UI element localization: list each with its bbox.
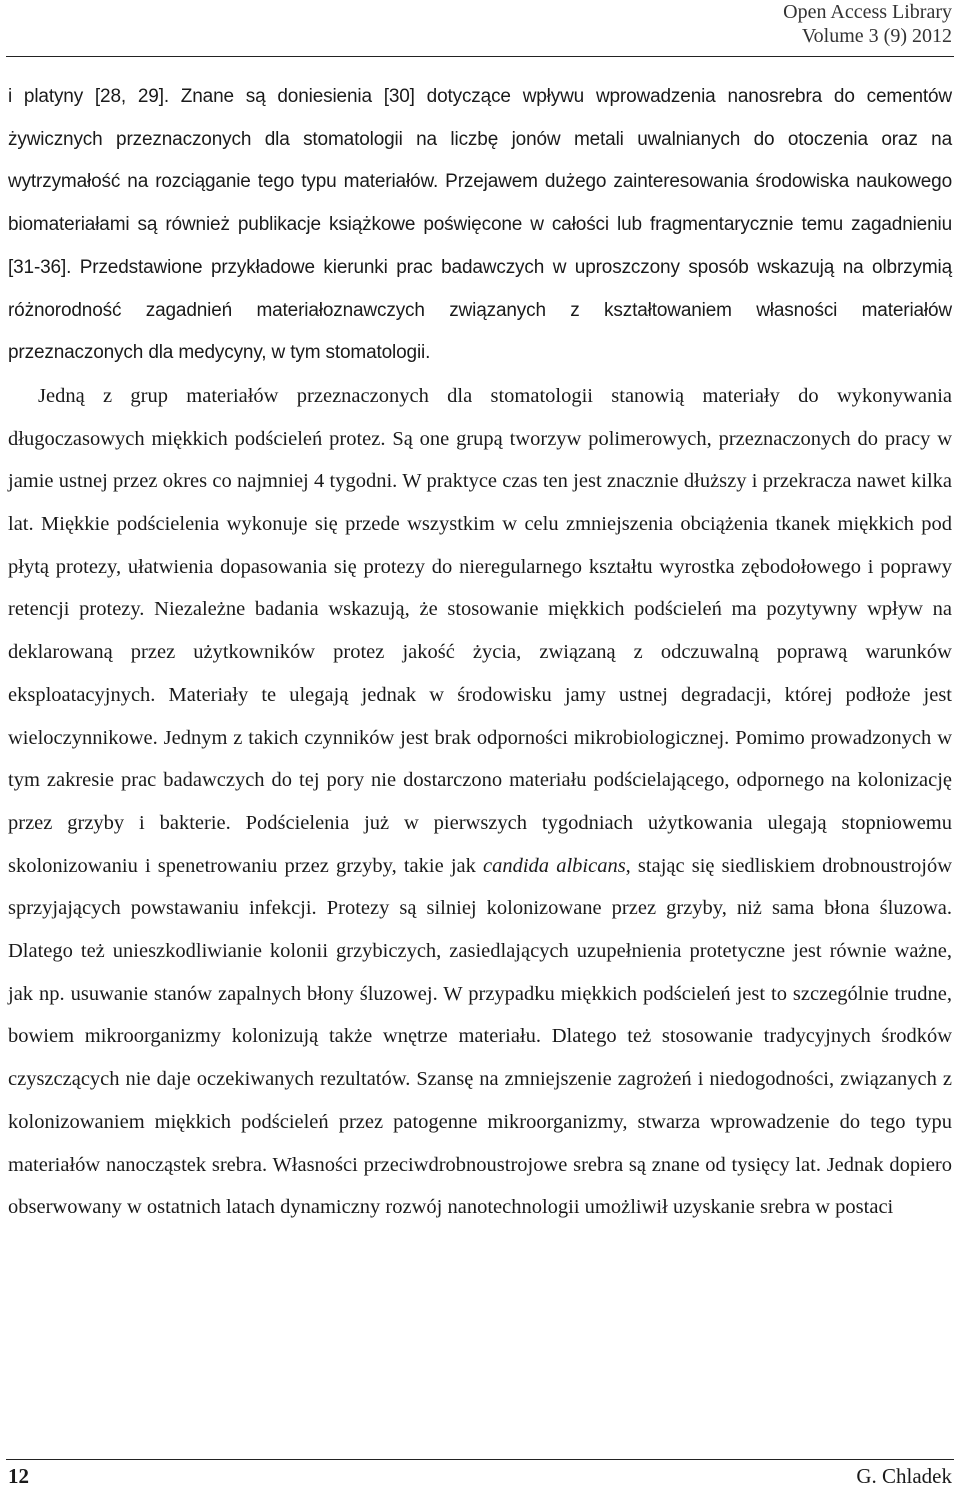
journal-volume: Volume 3 (9) 2012 [801,25,952,47]
paragraph-1 [8,76,952,375]
footer-divider [6,1459,954,1460]
paragraph-2 [8,375,952,1229]
header-divider [6,56,954,57]
article-body [8,76,952,1229]
page-number: 12 [8,1464,29,1488]
paragraph-2-text-start: Jedną z grup materiałów przeznaczonych dla stomatologii stanowią materiały do wykonywania długoczasowych miękkich podścieleń protez. Są one grupą tworzyw polimerowych, przeznaczonych do pracy w jamie ustnej przez okres co najmniej 4 tygodni. W praktyce czas ten jest znacznie dłuższy i przekracza nawet kilka lat. Miękkie podścielenia wykonuje się przede wszystkim w celu zmniejszenia obciążenia tkanek miękkich pod płytą protezy, ułatwienia dopasowania się protezy do nieregularnego kształtu wyrostka zębodołowego i poprawy retencji protezy. Niezależne badania wskazują, że stosowanie miękkich podścieleń ma pozytywny wpływ na deklarowaną przez użytkowników protez jakość życia, związaną z odczuwalną poprawą warunków eksploatacyjnych. Materiały te ulegają jednak w środowisku jamy ustnej degradacji, której podłoże jest wieloczynnikowe. Jednym z takich czynników jest brak odporności mikrobiologicznej. Pomimo prowadzonych w tym zakresie prac badawczych do tej pory nie dostarczono materiału podścielającego, odpornego na kolonizację przez grzyby i bakterie. Podścielenia już w pierwszych tygodniach użytkowania ulegają stopniowemu skolonizowaniu i spenetrowaniu przez grzyby, takie jak [8,384,952,877]
paragraph-1-text: i platyny [28, 29]. Znane są doniesienia [30] dotyczące wpływu wprowadzenia nanosrebra do cementów żywicznych przeznaczonych dla stomatologii na liczbę jonów metali uwalnianych do otoczenia oraz na wytrzymałość na rozciąganie tego typu materiałów. Przejawem dużego zainteresowania środowiska naukowego biomateriałami są również publikacje książkowe poświęcone w całości lub fragmentarycznie temu zagadnieniu [31-36]. Przedstawione przykładowe kierunki prac badawczych w uproszczony sposób wskazują na olbrzymią różnorodność zagadnień materiałoznawczych związanych z kształtowaniem własności materiałów przeznaczonych dla medycyny, w tym stomatologii. [8,86,952,364]
paragraph-2-text-end: , stając się siedliskiem drobnoustrojów sprzyjających powstawaniu infekcji. Protezy są silniej kolonizowane przez grzyby, niż sama błona śluzowa. Dlatego też unieszkodliwianie kolonii grzybiczych, zasiedlających uzupełnienia protetyczne jest równie ważne, jak np. usuwanie stanów zapalnych błony śluzowej. W przypadku miękkich podścieleń jest to szczególnie trudne, bowiem mikroorganizmy kolonizują także wnętrze materiału. Dlatego też stosowanie tradycyjnych środków czyszczących nie daje oczekiwanych rezultatów. Szansę na zmniejszenie zagrożeń i niedogodności, związanych z kolonizowaniem miękkich podścieleń przez patogenne mikroorganizmy, stwarza wprowadzenie do tego typu materiałów nanocząstek srebra. Własności przeciwdrobnoustrojowe srebra są znane od tysięcy lat. Jednak dopiero obserwowany w ostatnich latach dynamiczny rozwój nanotechnologii umożliwił uzyskanie srebra w postaci [8,854,952,1219]
journal-name: Open Access Library [783,1,952,23]
running-header [783,0,952,48]
running-author: G. Chladek [856,1464,952,1488]
species-name: candida albicans [483,854,626,877]
